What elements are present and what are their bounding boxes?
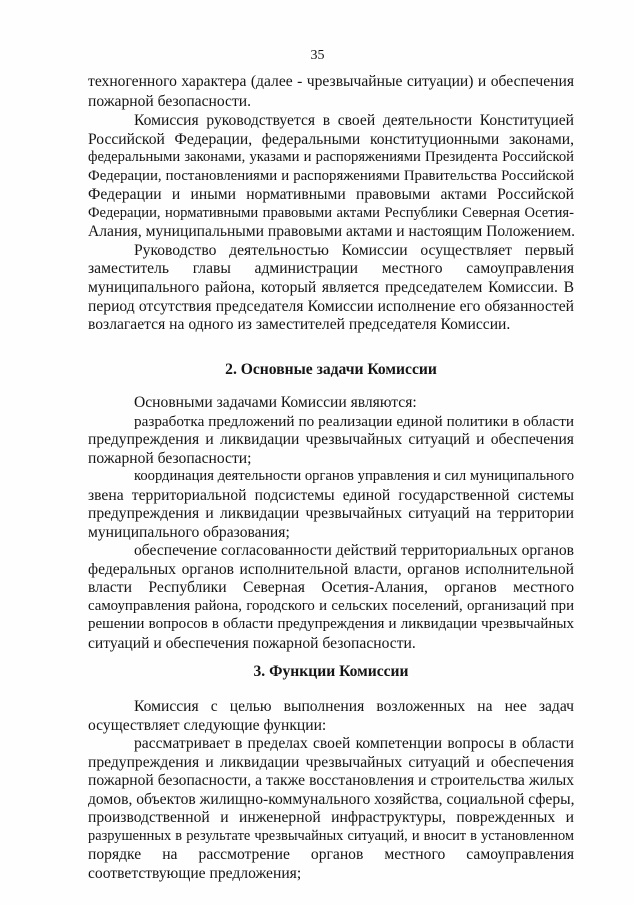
text-line: разрушенных в результате чрезвычайных ситуаций, и вносит в установленном [88, 828, 574, 844]
text-line: порядке на рассмотрение органов местного самоуправления [88, 846, 574, 863]
text-line: пожарной безопасности; [88, 450, 252, 467]
text-line: муниципального образования; [88, 524, 290, 541]
text-line: домов, объектов жилищно-коммунального хозяйства, социальной сферы, [88, 791, 575, 808]
text-line: самоуправления района, городского и сельских поселений, организаций при [88, 598, 574, 614]
text-line: пожарной безопасности, а также восстановления и строительства жилых [88, 772, 574, 789]
text-line: предупреждения и ликвидации чрезвычайных ситуаций на территории [88, 505, 574, 522]
text-line: возлагается на одного из заместителей председателя Комиссии. [88, 316, 511, 333]
text-line: заместитель главы администрации местного самоуправления [88, 260, 574, 277]
text-line: соответствующие предложения; [88, 865, 302, 882]
text-line: рассматривает в пределах своей компетенции вопросы в области [134, 735, 574, 752]
text-line: координация деятельности органов управления и сил муниципального [134, 468, 574, 484]
text-line: решении вопросов в области предупреждения и ликвидации чрезвычайных [88, 616, 574, 632]
text-line: Основными задачами Комиссии являются: [134, 394, 417, 411]
text-line: Руководство деятельностью Комиссии осуществляет первый [134, 242, 574, 259]
text-line: пожарной безопасности. [88, 93, 252, 110]
text-line: обеспечение согласованности действий территориальных органов [134, 542, 574, 559]
text-line: муниципального района, который является председателем Комиссии. В [88, 279, 574, 296]
text-line: предупреждения и ликвидации чрезвычайных ситуаций и обеспечения [88, 431, 574, 448]
text-line: разработка предложений по реализации единой политики в области [134, 413, 574, 430]
text-line: Алания, муниципальными правовыми актами и настоящим Положением. [88, 223, 576, 240]
page-number: 35 [310, 48, 325, 63]
text-line: звена территориальной подсистемы единой государственной системы [88, 487, 574, 504]
text-line: власти Республики Северная Осетия-Алания, органов местного [88, 579, 574, 596]
text-line: Федерации и иными нормативными правовыми актами Российской [88, 186, 574, 203]
text-line: Комиссия руководствуется в своей деятельности Конституцией [134, 112, 574, 129]
text-line: федеральными законами, указами и распоряжениями Президента Российской [88, 149, 574, 165]
text-line: предупреждения и ликвидации чрезвычайных ситуаций и обеспечения [88, 754, 574, 771]
text-line: Комиссия с целью выполнения возложенных на нее задач [134, 698, 574, 715]
section-heading: 2. Основные задачи Комиссии [225, 361, 437, 378]
text-line: производственной и инженерной инфраструктуры, поврежденных и [88, 809, 574, 826]
text-line: ситуаций и обеспечения пожарной безопасности. [88, 635, 416, 652]
text-line: Российской Федерации, федеральными конституционными законами, [88, 131, 574, 148]
text-line: осуществляет следующие функции: [88, 717, 327, 734]
text-line: Федерации, нормативными правовыми актами Республики Северная Осетия- [88, 205, 574, 221]
text-line: период отсутствия председателя Комиссии исполнение его обязанностей [88, 298, 574, 315]
text-line: техногенного характера (далее - чрезвычайные ситуации) и обеспечения [88, 73, 574, 90]
text-line: федеральных органов исполнительной власти, органов исполнительной [88, 561, 574, 578]
section-heading: 3. Функции Комиссии [253, 663, 409, 680]
text-line: Федерации, постановлениями и распоряжениями Правительства Российской [88, 168, 574, 184]
